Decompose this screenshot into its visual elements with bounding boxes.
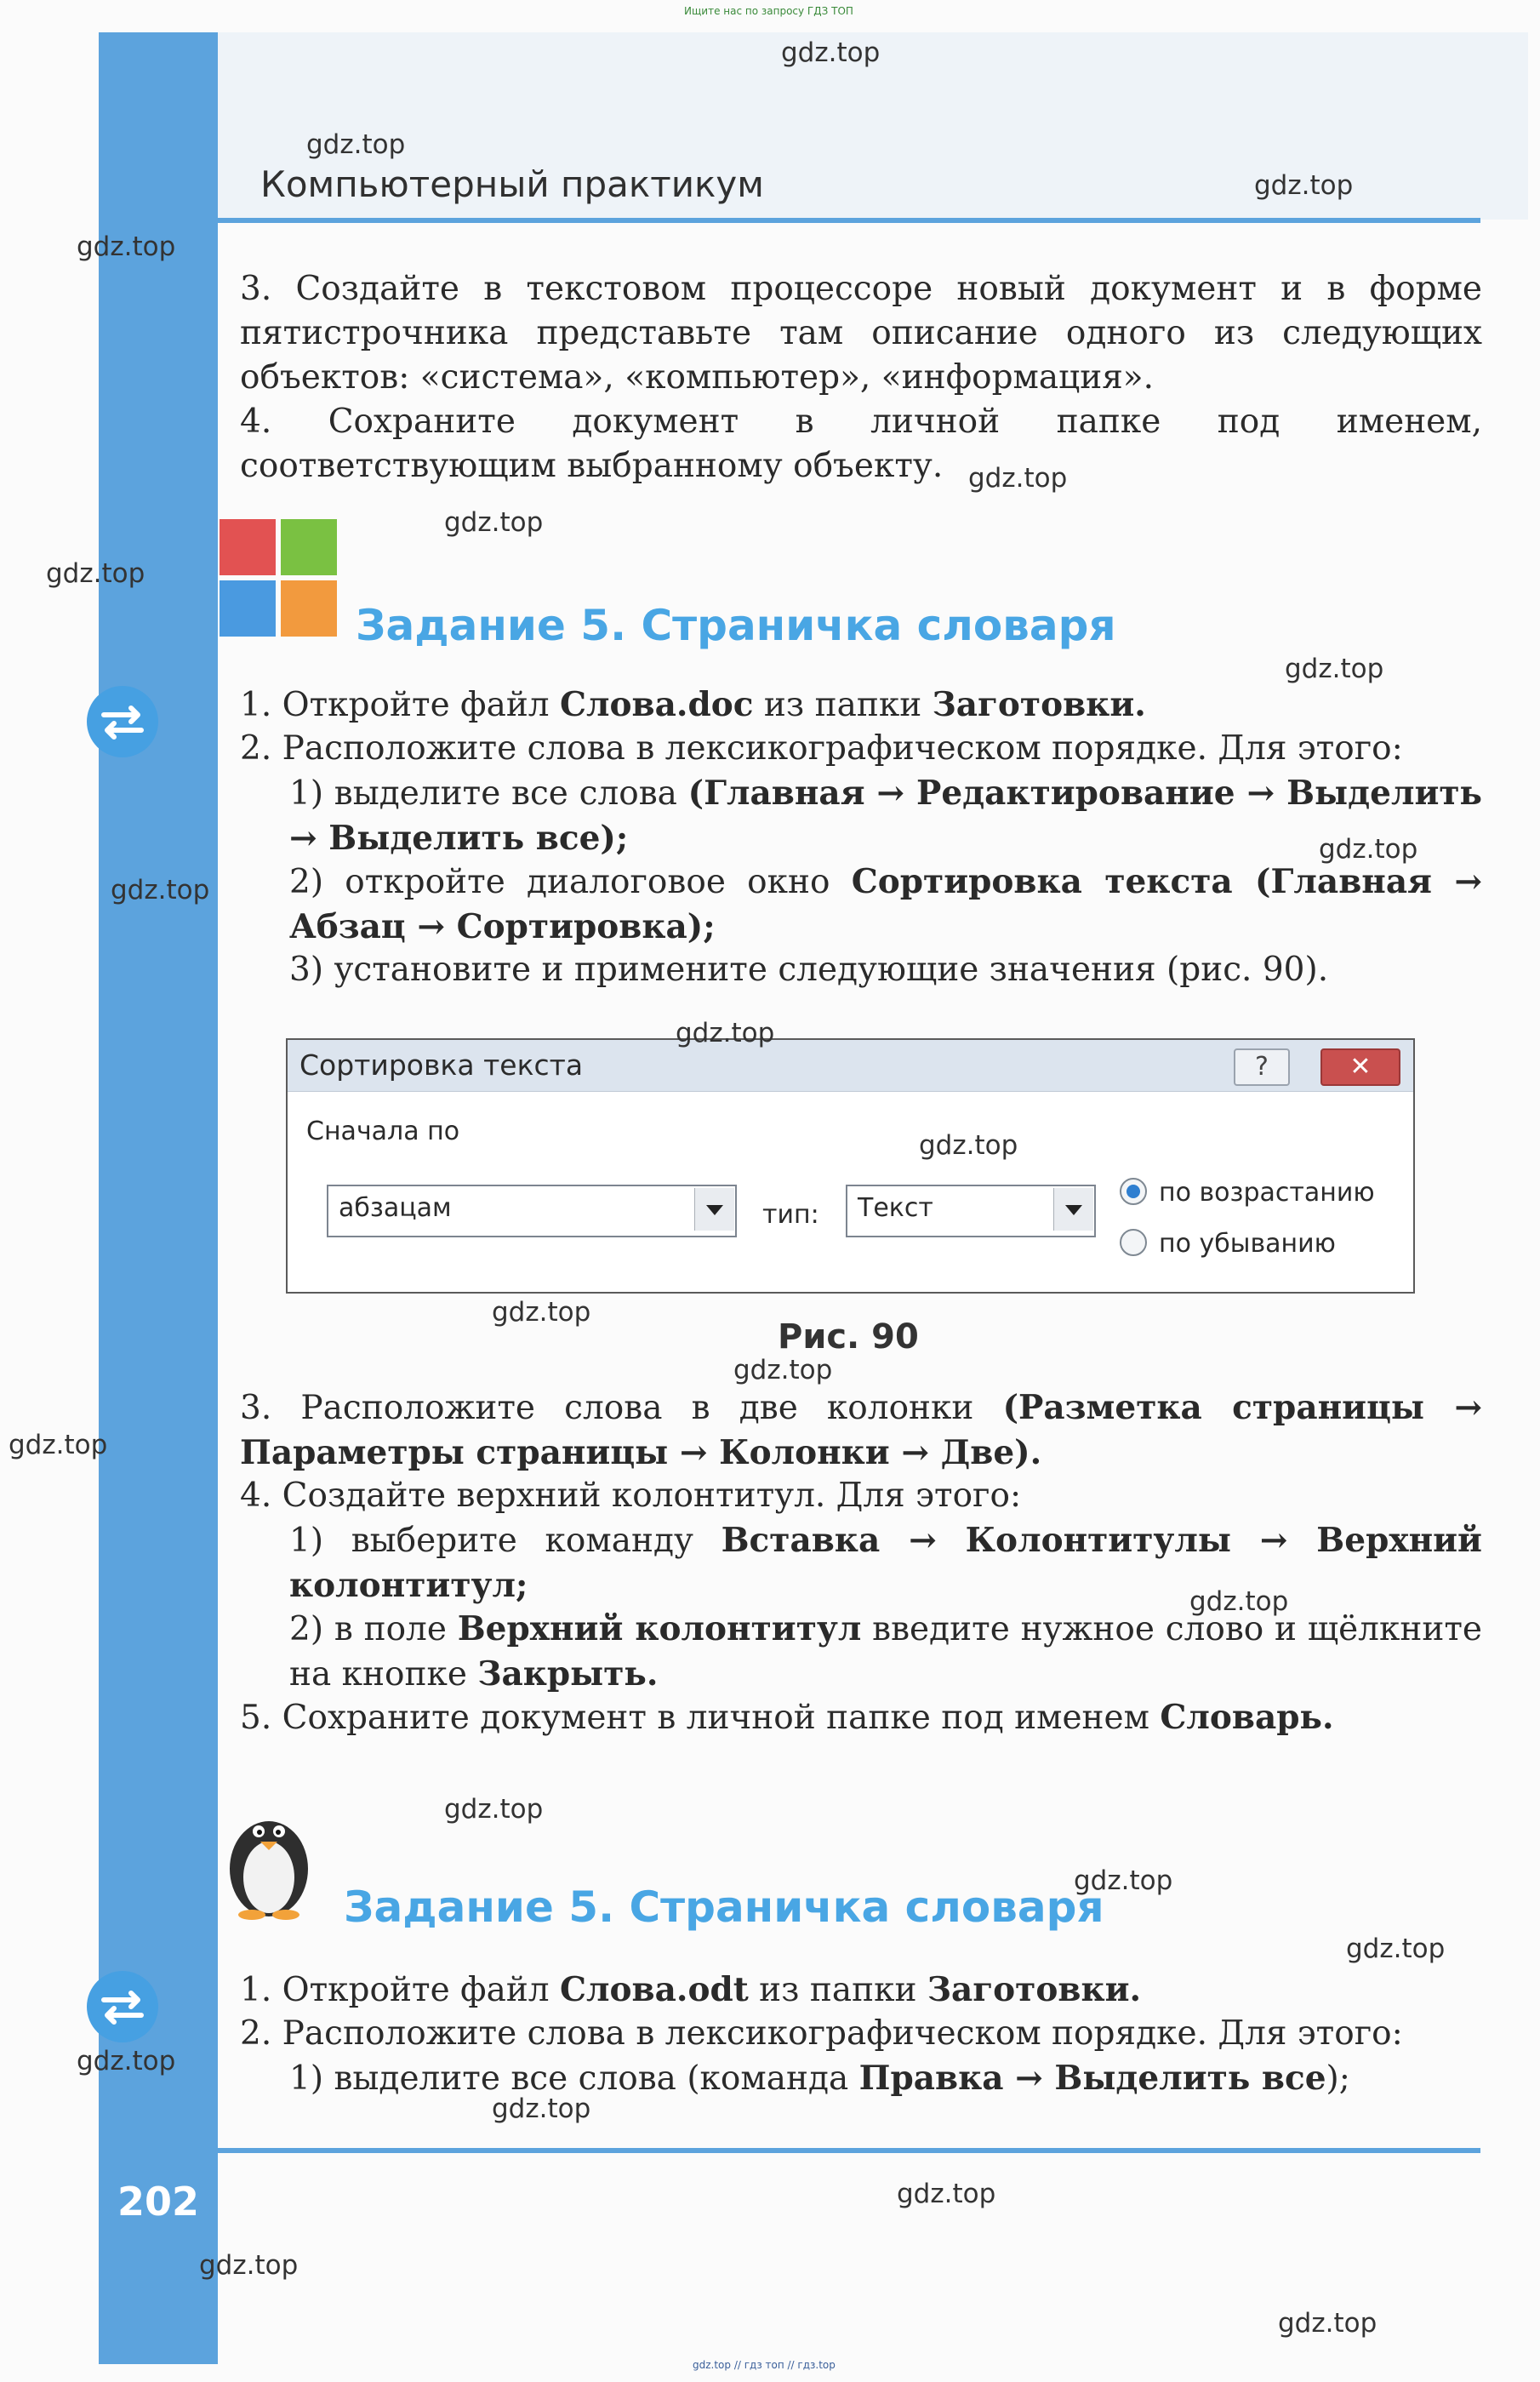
task-heading-word: Задание 5. Страничка словаря (356, 601, 1116, 650)
task-word-sub-1: 1) выделите все слова (Главная → Редактирование → Выделить → Выделить все); (289, 774, 1483, 858)
figure-caption: Рис. 90 (778, 1317, 919, 1357)
watermark: gdz.top (9, 1430, 108, 1460)
header-rule (218, 218, 1480, 223)
task-word-sub-4-2: 2) в поле Верхний колонтитул введите нужное слово и щёлкните на кнопке Закрыть. (289, 1609, 1482, 1694)
watermark: gdz.top (1189, 1586, 1289, 1617)
sort-text-dialog (286, 1038, 1415, 1294)
watermark: gdz.top (444, 507, 544, 538)
watermark: gdz.top (897, 2179, 996, 2209)
watermark: gdz.top (46, 558, 145, 589)
watermark: gdz.top (306, 129, 406, 160)
watermark: gdz.top (968, 463, 1068, 494)
footer-rule (218, 2148, 1480, 2153)
radio-descending-label: по убыванию (1159, 1229, 1336, 1259)
watermark: gdz.top (919, 1130, 1018, 1161)
watermark: gdz.top (77, 231, 176, 262)
task-word-item-1: 1. Откройте файл Слова.doc из папки Заготовки. (240, 685, 1146, 724)
bottom-notice: gdz.top // гдз топ // гдз.top (693, 2359, 836, 2371)
task-writer-item-2: 2. Расположите слова в лексикографическом порядке. Для этого: (240, 2014, 1403, 2053)
close-button[interactable]: ✕ (1320, 1048, 1400, 1086)
task-word-sub-3: 3) установите и примените следующие значения (рис. 90). (289, 951, 1329, 989)
watermark: gdz.top (1278, 2308, 1377, 2339)
watermark: gdz.top (492, 2094, 591, 2124)
type-select[interactable] (846, 1185, 1096, 1237)
chevron-down-icon[interactable] (694, 1188, 734, 1231)
task-word-item-3: 3. Расположите слова в две колонки (Разметка страницы → Параметры страницы → Колонки → Две). (240, 1388, 1482, 1472)
task-word-item-4: 4. Создайте верхний колонтитул. Для этого: (240, 1477, 1022, 1515)
type-value: Текст (858, 1193, 933, 1223)
task-writer-sub-1: 1) выделите все слова (команда Правка → Выделить все); (289, 2059, 1350, 2098)
watermark: gdz.top (1346, 1934, 1446, 1964)
chevron-down-icon[interactable] (1053, 1188, 1093, 1231)
watermark: gdz.top (444, 1794, 544, 1825)
intro-item-3: 3. Создайте в текстовом процессоре новый документ и в форме пятистрочника представьте там описание одного из следующих объектов: «система», «компьютер», «информация». (240, 270, 1482, 397)
watermark: gdz.top (77, 2046, 176, 2076)
watermark: gdz.top (781, 37, 881, 68)
watermark: gdz.top (676, 1018, 775, 1048)
radio-descending[interactable] (1120, 1229, 1147, 1256)
type-label: тип: (762, 1200, 819, 1230)
sort-by-label: Сначала по (306, 1117, 460, 1146)
help-button[interactable]: ? (1234, 1048, 1290, 1086)
task-heading-writer: Задание 5. Страничка словаря (344, 1882, 1104, 1932)
task-word-item-2: 2. Расположите слова в лексикографическом порядке. Для этого: (240, 729, 1403, 768)
task-word-item-5: 5. Сохраните документ в личной папке под именем Словарь. (240, 1698, 1334, 1737)
sort-by-select[interactable] (327, 1185, 737, 1237)
watermark: gdz.top (199, 2250, 299, 2281)
sort-by-value: абзацам (339, 1193, 452, 1223)
radio-ascending-label: по возрастанию (1159, 1178, 1375, 1208)
task-word-sub-4-1: 1) выберите команду Вставка → Колонтитулы → Верхний колонтитул; (289, 1521, 1482, 1605)
watermark: gdz.top (111, 875, 210, 905)
penguin-icon (218, 1797, 320, 1920)
dialog-title-bar (288, 1040, 1413, 1092)
windows-tiles-icon (220, 519, 339, 638)
task-word-sub-2: 2) откройте диалоговое окно Сортировка текста (Главная → Абзац → Сортировка); (289, 862, 1482, 946)
sync-arrows-icon (87, 1971, 158, 2042)
sync-arrows-icon (87, 686, 158, 757)
intro-item-4: 4. Сохраните документ в личной папке под именем, соответствующим выбранному объекту. (240, 403, 1482, 485)
page-number: 202 (117, 2179, 200, 2225)
watermark: gdz.top (1074, 1865, 1173, 1896)
radio-ascending[interactable] (1120, 1178, 1147, 1205)
page-header-title: Компьютерный практикум (260, 163, 764, 205)
task-writer-item-1: 1. Откройте файл Слова.odt из папки Заготовки. (240, 1970, 1142, 2009)
watermark: gdz.top (1319, 834, 1418, 865)
watermark: gdz.top (733, 1355, 833, 1385)
watermark: gdz.top (492, 1297, 591, 1328)
top-notice: Ищите нас по запросу ГДЗ ТОП (684, 5, 853, 17)
dialog-title: Сортировка текста (299, 1048, 584, 1082)
watermark: gdz.top (1285, 654, 1384, 684)
watermark: gdz.top (1254, 170, 1354, 201)
